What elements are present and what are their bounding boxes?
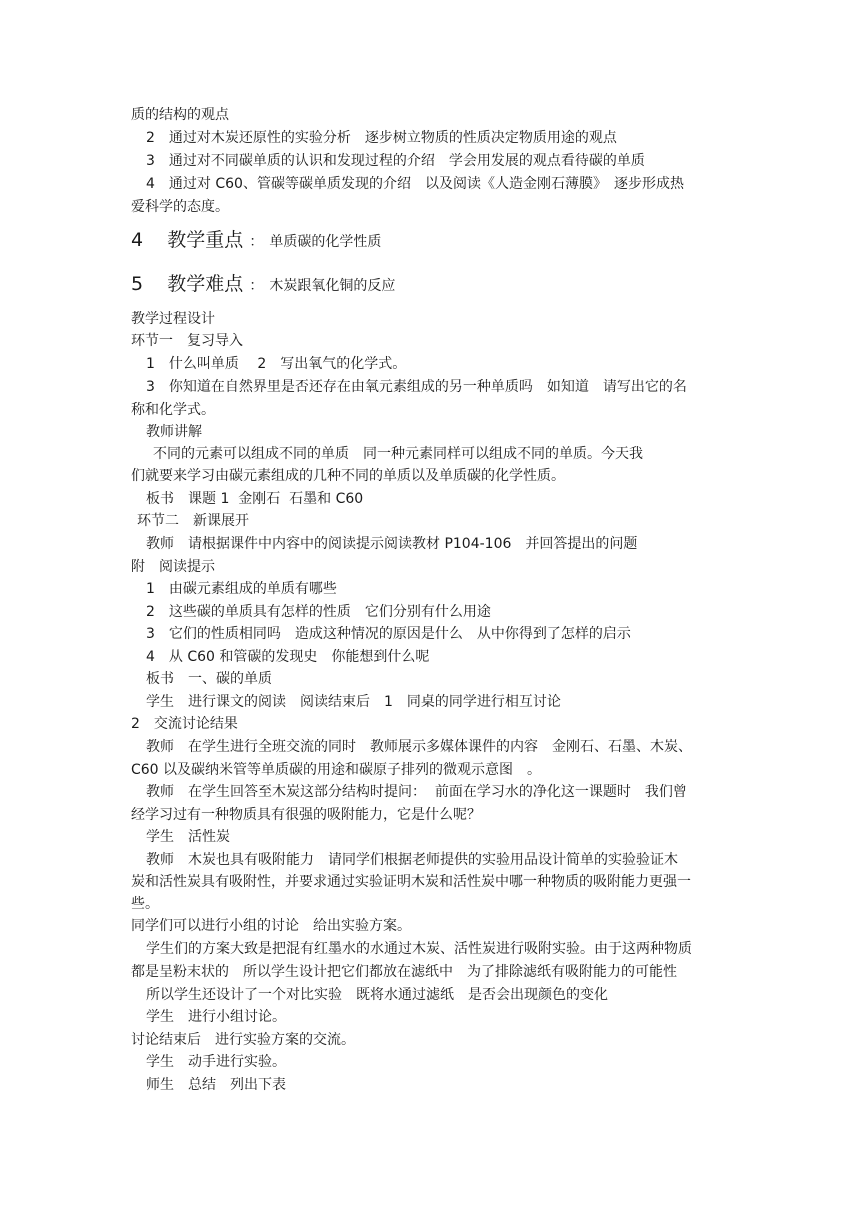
- text-line: 教师 在学生回答至木炭这部分结构时提问： 前面在学习水的净化这一课题时 我们曾: [146, 784, 687, 800]
- text-line: 环节二 新课展开: [137, 513, 249, 529]
- text-line: 2 这些碳的单质具有怎样的性质 它们分别有什么用途: [146, 604, 491, 620]
- text-line: 同学们可以进行小组的讨论 给出实验方案。: [131, 918, 411, 934]
- section-text: 单质碳的化学性质: [269, 234, 382, 250]
- text-line: 爱科学的态度。: [131, 199, 229, 215]
- text-line: 教师 在学生进行全班交流的同时 教师展示多媒体课件的内容 金刚石、石墨、木炭、: [146, 739, 692, 755]
- text-line: 4 通过对 C60、管碳等碳单质发现的介绍 以及阅读《人造金刚石薄膜》 逐步形成热: [146, 176, 684, 192]
- text-line: 不同的元素可以组成不同的单质 同一种元素同样可以组成不同的单质。今天我: [153, 446, 643, 462]
- text-line: 学生们的方案大致是把混有红墨水的水通过木炭、活性炭进行吸附实验。由于这两种物质: [146, 941, 692, 957]
- text-line: 都是呈粉末状的 所以学生设计把它们都放在滤纸中 为了排除滤纸有吸附能力的可能性: [131, 964, 677, 980]
- section-colon: ：: [249, 278, 264, 294]
- text-line: 3 你知道在自然界里是否还存在由氧元素组成的另一种单质吗 如知道 请写出它的名: [146, 379, 687, 395]
- section-heading-5: [131, 270, 395, 300]
- text-line: 教师讲解: [146, 424, 202, 440]
- section-text: 木炭跟氧化铜的反应: [269, 278, 396, 294]
- section-number: 5: [131, 273, 144, 295]
- section-title: 教学难点: [167, 273, 244, 295]
- text-line: 板书 一、碳的单质: [146, 671, 272, 687]
- text-line: 教师 请根据课件中内容中的阅读提示阅读教材 P104-106 并回答提出的问题: [146, 536, 638, 552]
- text-line: 炭和活性炭具有吸附性，并要求通过实验证明木炭和活性炭中哪一种物质的吸附能力更强一: [131, 874, 691, 890]
- section-title: 教学重点: [167, 229, 244, 251]
- text-line: 板书 课题 1 金刚石 石墨和 C60: [146, 491, 364, 507]
- text-line: 学生 进行小组讨论。: [146, 1009, 286, 1025]
- text-line: 质的结构的观点: [131, 107, 229, 123]
- section-heading-4: [131, 226, 381, 256]
- text-line: 学生 活性炭: [146, 829, 230, 845]
- text-line: 教学过程设计: [131, 311, 215, 327]
- text-line: 附 阅读提示: [131, 559, 215, 575]
- text-line: C60 以及碳纳米管等单质碳的用途和碳原子排列的微观示意图 。: [131, 762, 542, 778]
- text-line: 们就要来学习由碳元素组成的几种不同的单质以及单质碳的化学性质。: [131, 468, 565, 484]
- text-line: 3 它们的性质相同吗 造成这种情况的原因是什么 从中你得到了怎样的启示: [146, 626, 631, 642]
- text-line: 1 什么叫单质 2 写出氧气的化学式。: [146, 356, 407, 372]
- text-line: 3 通过对不同碳单质的认识和发现过程的介绍 学会用发展的观点看待碳的单质: [146, 153, 645, 169]
- text-line: 环节一 复习导入: [131, 333, 243, 349]
- section-number: 4: [131, 229, 144, 251]
- text-line: 些。: [131, 896, 159, 912]
- text-line: 教师 木炭也具有吸附能力 请同学们根据老师提供的实验用品设计简单的实验验证木: [146, 852, 678, 868]
- text-line: 学生 进行课文的阅读 阅读结束后 1 同桌的同学进行相互讨论: [146, 694, 561, 710]
- text-line: 1 由碳元素组成的单质有哪些: [146, 581, 337, 597]
- text-line: 2 通过对木炭还原性的实验分析 逐步树立物质的性质决定物质用途的观点: [146, 130, 617, 146]
- text-line: 4 从 C60 和管碳的发现史 你能想到什么呢: [146, 649, 430, 665]
- text-line: 讨论结束后 进行实验方案的交流。: [131, 1032, 355, 1048]
- text-line: 师生 总结 列出下表: [146, 1077, 286, 1093]
- text-line: 所以学生还设计了一个对比实验 既将水通过滤纸 是否会出现颜色的变化: [146, 987, 608, 1003]
- text-line: 经学习过有一种物质具有很强的吸附能力，它是什么呢？: [131, 807, 481, 823]
- text-line: 学生 动手进行实验。: [146, 1054, 286, 1070]
- section-colon: ：: [249, 234, 264, 250]
- text-line: 2 交流讨论结果: [131, 716, 238, 732]
- text-line: 称和化学式。: [131, 402, 215, 418]
